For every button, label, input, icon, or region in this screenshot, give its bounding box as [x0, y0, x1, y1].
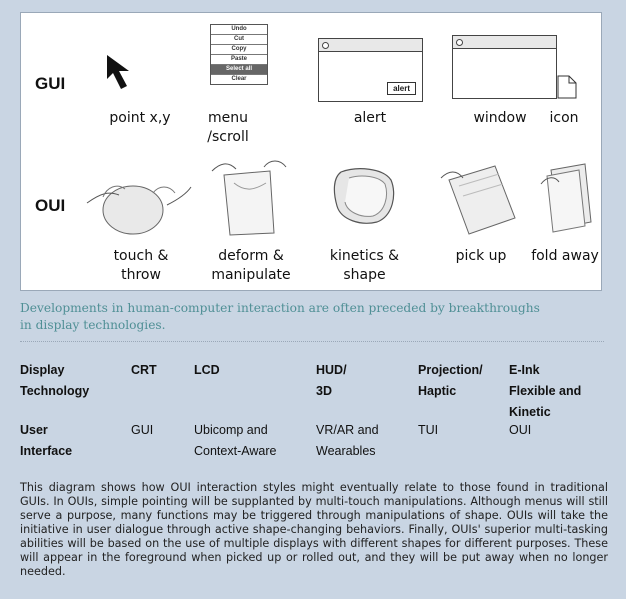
interaction-figure [20, 12, 602, 291]
document-icon [556, 74, 578, 100]
table-cell-oui: OUI [509, 423, 532, 437]
caption-window: window [473, 110, 527, 126]
pick-up-sketch-icon [439, 156, 524, 244]
close-dot-icon [322, 42, 329, 49]
window-illustration [452, 35, 557, 99]
table-cell-lcd: LCD [194, 363, 220, 377]
table-cell-tui: TUI [418, 423, 439, 437]
table-cell-ubicomp: Ubicomp and Context-Aware [194, 423, 277, 458]
table-cell-gui: GUI [131, 423, 154, 437]
deform-sketch-icon [206, 153, 291, 243]
table-cell-vr-ar: VR/AR and Wearables [316, 423, 379, 458]
caption-touch-throw: touch & throw [113, 248, 169, 283]
menu-item-clear: Clear [231, 76, 247, 82]
caption-point: point x,y [109, 110, 171, 126]
caption-kinetics-shape: kinetics & shape [329, 248, 400, 283]
kinetics-shape-sketch-icon [327, 160, 402, 230]
table-cell-eink: E-Ink Flexible and Kinetic [509, 363, 582, 419]
table-cell-projection-haptic: Projection/ Haptic [418, 363, 483, 398]
table-cell-crt: CRT [131, 363, 157, 377]
alert-window-illustration [318, 38, 423, 102]
caption-fold-away: fold away [531, 248, 599, 264]
body-paragraph: This diagram shows how OUI interaction styles might eventually relate to those found in traditional GUIs. In OUIs, simple pointing will be supplanted by multi-touch manipulations. Although menus will still serve a purpose, many functions may be triggered through manipulations of shape. OUIs will take the initiative in user dialogue through active shape-changing behaviors. Finally, OUIs' superior multi-tasking abilities will be based on the use of multiple displays with different shapes for different purposes. These will appear in the foreground when picked up or rolled out, and they will be put away when no longer needed. [20, 481, 608, 578]
menu-illustration [210, 24, 268, 85]
cursor-arrow-icon [103, 51, 143, 93]
caption-pick-up: pick up [455, 248, 507, 264]
figure-caption: Developments in human-computer interaction are often preceded by breakthroughs in display technologies. [20, 301, 540, 332]
menu-item-cut: Cut [211, 35, 267, 45]
touch-throw-sketch-icon [83, 163, 193, 243]
menu-item-select-all: Select all [211, 65, 267, 75]
table-cell-display-technology: Display Technology [20, 363, 90, 398]
oui-row-label: OUI [35, 196, 66, 215]
menu-item-undo: Undo [211, 25, 267, 35]
menu-item-paste: Paste [211, 55, 267, 65]
alert-button-illustration: alert [387, 82, 416, 95]
table-cell-user-interface: User Interface [20, 423, 73, 458]
caption-deform-manipulate: deform & manipulate [211, 248, 291, 283]
table-cell-hud-3d: HUD/ 3D [316, 363, 347, 398]
caption-icon: icon [549, 110, 579, 126]
caption-alert: alert [353, 110, 387, 126]
menu-item-copy: Copy [211, 45, 267, 55]
caption-menu-scroll: menu /scroll [207, 110, 249, 145]
fold-away-sketch-icon [537, 156, 599, 236]
gui-row-label: GUI [35, 74, 66, 93]
close-dot-icon [456, 39, 463, 46]
divider [20, 341, 604, 342]
